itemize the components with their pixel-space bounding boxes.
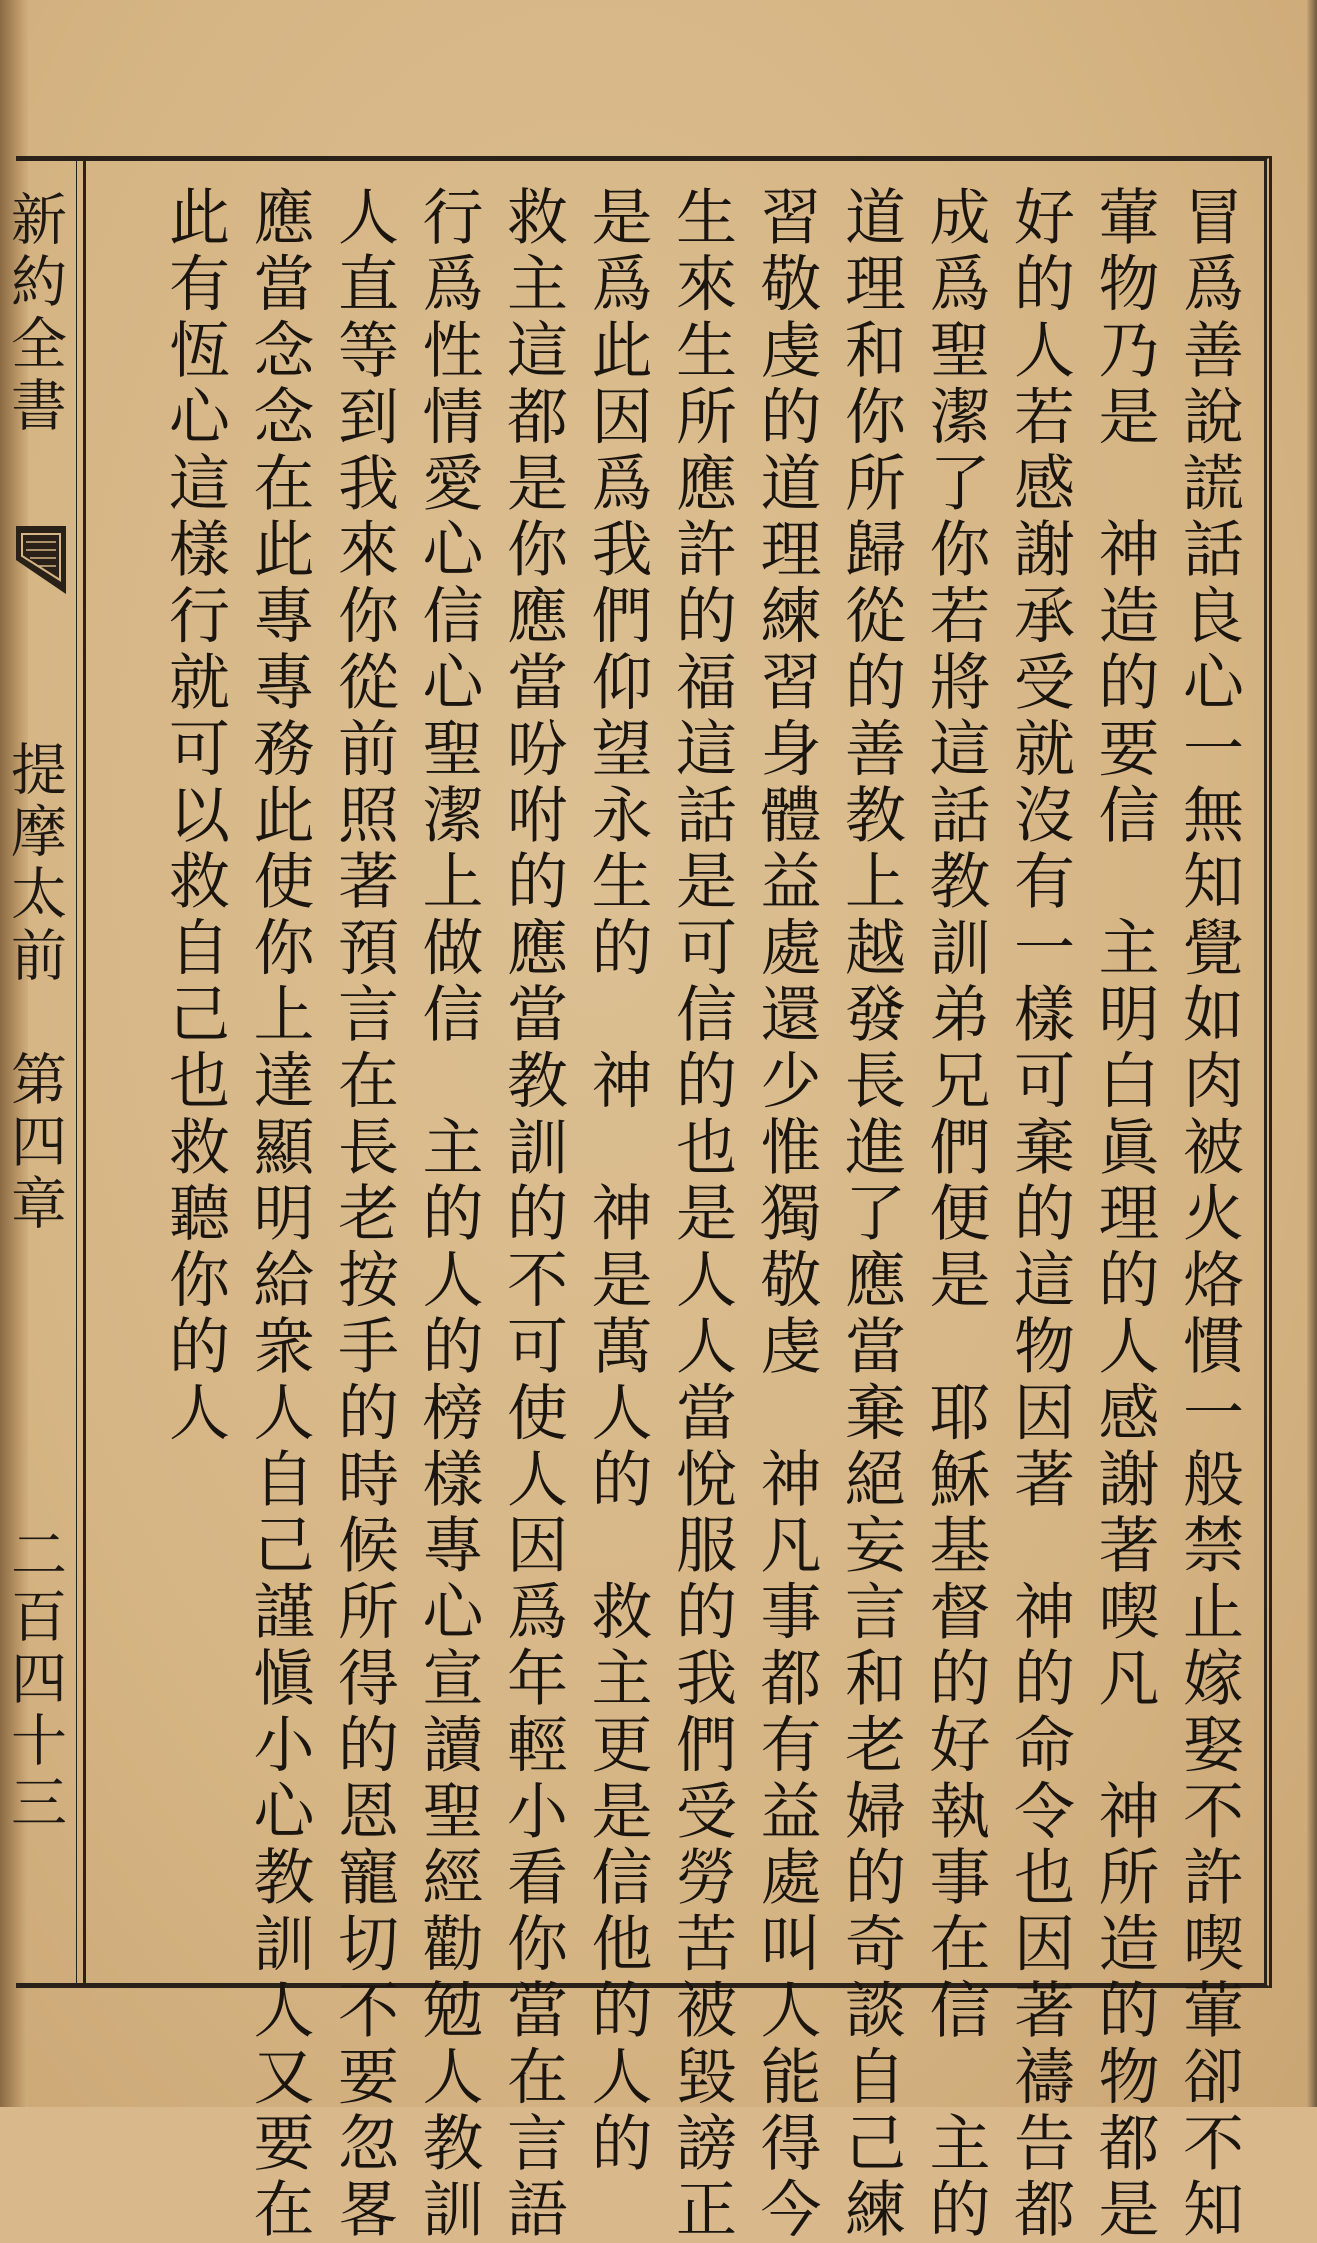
book-title: 新約全書 (2, 190, 67, 438)
text-column: 冒爲善說謊話良心一無知覺如肉被火烙慣一般禁止嫁娶不許喫葷卻不知 (1173, 185, 1244, 2243)
text-column: 救主這都是你應當吩咐的應當教訓的不可使人因爲年輕小看你當在言語 (497, 185, 568, 2243)
text-column: 習敬虔的道理練習身體益處還少惟獨敬虔 神凡事都有益處叫人能得今 (750, 185, 822, 2243)
fishtail-ornament-icon (12, 520, 70, 600)
text-column: 成爲聖潔了你若將這話教訓弟兄們便是 耶穌基督的好執事在信 主的 (919, 185, 991, 2243)
text-column: 此有恆心這樣行就可以救自己也救聽你的人 (159, 185, 230, 1447)
text-column: 好的人若感謝承受就沒有一樣可棄的這物因著 神的命令也因著禱告都 (1004, 185, 1075, 2243)
text-column: 行爲性情愛心信心聖潔上做信 主的人的榜樣專心宣讀聖經勸勉人教訓 (412, 185, 484, 2243)
margin-rule (76, 161, 77, 1983)
text-column: 是爲此因爲我們仰望永生的 神 神是萬人的 救主更是信他的人的 (581, 185, 653, 2177)
text-column: 人直等到我來你從前照著預言在長老按手的時候所得的恩寵切不要忽畧 (328, 185, 399, 2243)
text-column: 道理和你所歸從的善教上越發長進了應當棄絕妄言和老婦的奇談自己練 (835, 185, 906, 2243)
page-number: 二百四十三 (2, 1525, 67, 1835)
text-column: 葷物乃是 神造的要信 主明白眞理的人感謝著喫凡 神所造的物都是 (1088, 185, 1160, 2243)
text-column: 應當念念在此專專務此使你上達顯明給衆人自己謹愼小心教訓人又要在 (243, 185, 315, 2243)
text-column: 生來生所應許的福這話是可信的也是人人當悅服的我們受勞苦被毀謗正 (666, 185, 737, 2243)
page-right-edge (1307, 0, 1317, 2107)
chapter-heading: 提摩太前 第四章 (2, 740, 67, 1236)
scripture-text (105, 185, 1250, 2243)
